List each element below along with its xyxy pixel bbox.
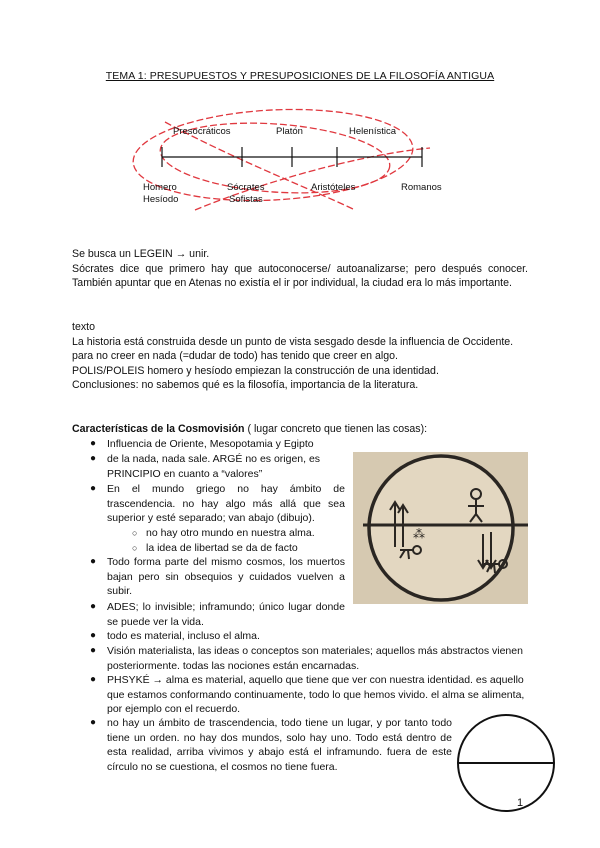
timeline-axis <box>162 147 422 167</box>
cosmos-circle-diagram <box>455 712 557 814</box>
timeline-label-homero: Homero <box>143 182 177 193</box>
list-item: ● no hay un ámbito de trascendencia, todo tiene un lugar, y por tanto todo tiene un orden. no hay dos mundos, solo hay uno. Todo está dentro de esta realidad, arriba vivimos y abajo está el inframundo. fuera de este círculo no se cuestiona, el cosmos no tiene fuera. <box>90 717 452 773</box>
timeline-label-aristoteles: Aristóteles <box>311 182 356 193</box>
list-item: ● PHSYKÉ → alma es material, aquello que tiene que ver con nuestra identidad. es aquello que estamos conformando continuamente, todo lo que hemos vivido. el alma se alimenta, por ejemplo con el recuerdo. <box>90 674 525 716</box>
bullet-dot: ● <box>90 645 97 656</box>
bullet-dot: ● <box>90 717 97 728</box>
sub-bullet-circle: ○ <box>132 543 138 553</box>
cosmovision-heading-bold: Características de la Cosmovisión <box>72 423 245 435</box>
bullet-dot: ● <box>90 453 97 464</box>
timeline-label-romanos: Romanos <box>401 182 442 193</box>
list-item: ● todo es material, incluso el alma. <box>90 630 260 642</box>
sub-list-item: ○ no hay otro mundo en nuestra alma. <box>132 527 315 539</box>
timeline-label-helenistica: Helenística <box>349 126 396 137</box>
timeline-label-sofistas: Sofistas <box>229 194 263 205</box>
cosmos-drawing-circle <box>369 456 513 600</box>
texto-line: para no creer en nada (=dudar de todo) has tenido que creer en algo. <box>72 350 398 363</box>
bullet-dot: ● <box>90 630 97 641</box>
intro-line: Sócrates dice que primero hay que autoconocerse/ autoanalizarse; pero después conocer. También apuntar que en Atenas no existía el ir por individual, la ciudad era lo más importante. <box>72 262 528 290</box>
cosmovision-heading <box>72 422 528 437</box>
timeline-label-presocraticos: Presocráticos <box>173 126 231 137</box>
page-number: 1 <box>517 797 524 809</box>
intro-section <box>72 247 528 291</box>
bullet-dot: ● <box>90 483 97 494</box>
cosmovision-heading-rest: ( lugar concreto que tienen las cosas): <box>244 423 428 435</box>
list-item: ● Influencia de Oriente, Mesopotamia y Egipto <box>90 438 314 450</box>
list-item: ● Todo forma parte del mismo cosmos, los muertos bajan pero sin obsequios y cuidados vuelven a subir. <box>90 556 345 598</box>
sub-bullet-circle: ○ <box>132 528 138 538</box>
cosmos-drawing-photo <box>353 452 528 604</box>
timeline-diagram <box>125 100 445 225</box>
list-item: ● Visión materialista, las ideas o conceptos son materiales; aquellos más abstractos vienen posteriormente. todas las nociones están encarnadas. <box>90 645 523 672</box>
timeline-label-hesiodo: Hesíodo <box>143 194 179 205</box>
scribble-mark: ⁂ <box>413 527 425 541</box>
bullet-dot: ● <box>90 438 97 449</box>
timeline-label-socrates: Sócrates <box>227 182 265 193</box>
intro-line: Se busca un LEGEIN → unir. <box>72 248 210 260</box>
sub-list-item: ○ la idea de libertad se da de facto <box>132 542 298 554</box>
texto-line: POLIS/POLEIS homero y hesíodo empiezan la construcción de una identidad. <box>72 364 439 377</box>
timeline-label-platon: Platón <box>276 126 303 137</box>
bullet-dot: ● <box>90 601 97 612</box>
bullet-dot: ● <box>90 674 97 685</box>
page-title: TEMA 1: PRESUPUESTOS Y PRESUPOSICIONES DE LA FILOSOFÍA ANTIGUA <box>105 70 495 82</box>
texto-line: Conclusiones: no sabemos qué es la filosofía, importancia de la literatura. <box>72 379 419 392</box>
list-item: ● En el mundo griego no hay ámbito de trascendencia. no hay algo más allá que sea superior y esté separado; van abajo (dibujo). <box>90 483 345 525</box>
texto-line: La historia está construida desde un punto de vista sesgado desde la influencia de Occidente. <box>72 335 514 348</box>
list-item: ● ADES; lo invisible; inframundo; único lugar donde se puede ver la vida. <box>90 601 345 628</box>
texto-section <box>72 320 528 393</box>
texto-label: texto <box>72 321 95 333</box>
list-item: ● de la nada, nada sale. ARGÉ no es origen, es PRINCIPIO en cuanto a “valores” <box>90 453 321 480</box>
bullet-dot: ● <box>90 556 97 567</box>
